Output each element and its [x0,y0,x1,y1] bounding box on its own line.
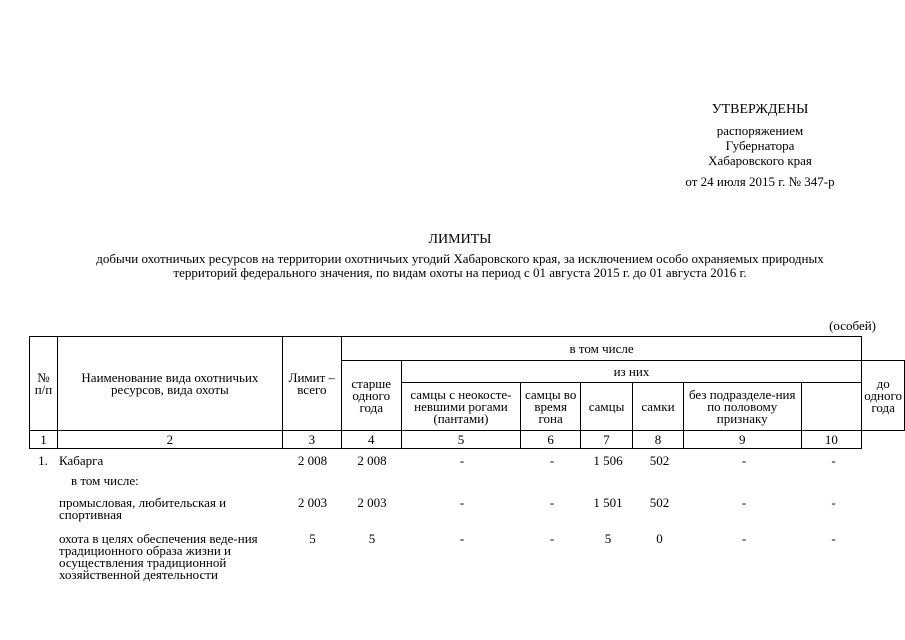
row-females: 502 [649,453,670,468]
approval-line-3: Хабаровского края [708,153,812,168]
header-females: самки [632,383,683,431]
row-males-rut [522,475,582,497]
row-males-antlers: - [459,531,465,546]
col-number-4: 4 [341,431,401,449]
row-males-antlers [402,475,522,497]
row-num [29,475,57,497]
row-under-year [803,475,864,497]
row-males: 5 [604,531,612,546]
document-subtitle: добычи охотничьих ресурсов на территории охотничьих угодий Хабаровского края, за исключением особо охраняемых природных территорий федерального значения, по видам охоты на период с 01 августа 2015 г. до 01 августа 2016 г. [96,251,824,280]
document-title: ЛИМИТЫ [428,232,492,247]
header-name: Наименование вида охотничьих ресурсов, вида охоты [57,337,282,431]
row-name: в том числе: [71,473,139,488]
row-name: Кабарга [59,453,104,468]
row-males [582,475,634,497]
units-label: (особей) [829,318,876,333]
row-males: 1 501 [593,495,623,510]
header-limit: Лимит – всего [282,337,341,431]
row-limit [283,475,342,497]
approval-line-2: Губернатора [725,138,795,153]
row-males: 1 506 [593,453,623,468]
document-title-block [20,232,900,280]
approval-heading: УТВЕРЖДЕНЫ [711,102,809,117]
col-number-2: 2 [57,431,282,449]
row-limit: 2 008 [297,453,328,468]
col-number-7: 7 [581,431,633,449]
col-number-5: 5 [401,431,521,449]
row-num [29,497,57,533]
row-limit: 5 [309,531,316,546]
header-males: самцы [581,383,633,431]
header-older: старше одного года [341,361,401,431]
row-under-year: - [831,453,836,468]
row-males-antlers: - [459,495,465,510]
table-row [29,533,864,583]
row-females: 0 [656,531,663,546]
col-number-3: 3 [282,431,341,449]
row-males-rut: - [549,531,555,546]
header-of-them: из них [401,361,862,383]
header-males-rut: самцы во время гона [521,383,581,431]
col-number-6: 6 [521,431,581,449]
row-no-sex: - [741,453,747,468]
row-older: 5 [368,531,376,546]
row-males-rut: - [549,453,555,468]
limits-table-header [29,336,905,449]
row-no-sex: - [741,531,747,546]
limits-table-body [29,455,864,583]
col-number-1: 1 [30,431,58,449]
row-name: охота в целях обеспечения веде-ния традиционного образа жизни и осуществления традиционной хозяйственной деятельности [59,531,258,582]
row-num [29,533,57,583]
row-num: 1. [38,453,48,468]
row-no-sex: - [741,495,747,510]
header-no-sex: без подразделе-ния по половому признаку [683,383,801,431]
header-in-total: в том числе [341,337,862,361]
row-males-antlers: - [459,453,465,468]
header-num: № п/п [30,337,58,431]
approval-line-4: от 24 июля 2015 г. № 347-р [685,174,835,189]
row-females: 502 [649,495,670,510]
table-row [29,497,864,533]
row-older: 2 003 [357,495,387,510]
approval-line-1: распоряжением [716,123,804,138]
row-females [634,475,685,497]
col-number-9: 9 [683,431,801,449]
row-males-rut: - [549,495,555,510]
row-no-sex [685,475,803,497]
table-row [29,475,864,497]
header-males-antlers: самцы с неокосте-невшими рогами (пантами) [401,383,521,431]
row-older [342,475,402,497]
col-number-8: 8 [632,431,683,449]
row-older: 2 008 [357,453,387,468]
approval-block [660,102,860,189]
row-under-year: - [831,495,836,510]
row-under-year: - [831,531,836,546]
row-limit: 2 003 [297,495,328,510]
table-row [29,455,864,475]
row-name: промысловая, любительская и спортивная [59,495,227,522]
header-under-year: до одного года [862,361,905,431]
col-number-10: 10 [801,431,862,449]
